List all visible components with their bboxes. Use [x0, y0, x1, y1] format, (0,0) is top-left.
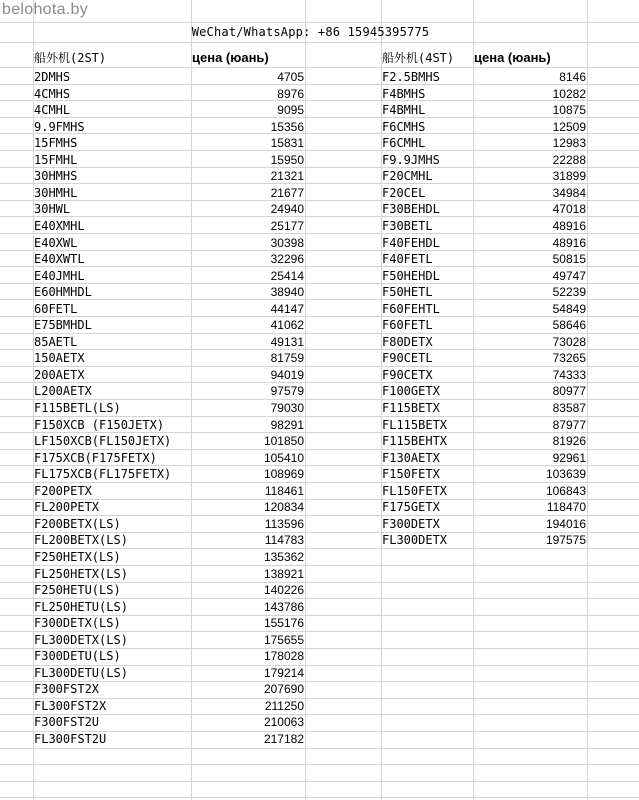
left-price-cell: 211250 [264, 699, 304, 713]
left-model-cell: 30HMHS [34, 169, 78, 183]
right-model-cell: F175GETX [382, 500, 440, 514]
left-price-cell: 15831 [270, 136, 304, 150]
grid-row-line [0, 797, 639, 798]
left-price-cell: 118461 [264, 484, 304, 498]
left-model-cell: FL175XCB(FL175FETX) [34, 467, 172, 481]
right-model-cell: F20CEL [382, 186, 426, 200]
left-price-cell: 143786 [263, 600, 304, 614]
left-price-cell: 113596 [264, 517, 304, 531]
watermark: belohota.by [2, 1, 89, 18]
left-model-cell: F300DETU(LS) [34, 649, 121, 663]
left-price-cell: 49131 [270, 335, 304, 349]
left-model-cell: F250HETU(LS) [34, 583, 121, 597]
left-model-cell: F150XCB (F150JETX) [34, 418, 165, 432]
grid-column-line [305, 0, 306, 800]
right-model-cell: F4BMHL [382, 103, 426, 117]
left-model-cell: F115BETL(LS) [34, 401, 121, 415]
right-model-cell: F6CMHL [382, 136, 426, 150]
left-model-cell: 150AETX [34, 351, 85, 365]
right-price-cell: 80977 [552, 384, 586, 398]
left-price-cell: 207690 [263, 682, 304, 696]
grid-row-line [0, 781, 639, 782]
left-model-cell: FL250HETU(LS) [34, 600, 128, 614]
right-price-cell: 92961 [552, 451, 586, 465]
left-model-cell: L200AETX [34, 384, 92, 398]
left-price-cell: 21321 [270, 169, 304, 183]
right-model-cell: F40FEHDL [382, 236, 440, 250]
right-price-cell: 10282 [552, 87, 586, 101]
right-price-cell: 50815 [552, 252, 586, 266]
left-model-cell: 85AETL [34, 335, 78, 349]
left-price-cell: 101850 [263, 434, 304, 448]
right-price-cell: 58646 [552, 318, 586, 332]
right-price-cell: 22288 [552, 153, 586, 167]
right-price-cell: 52239 [552, 285, 586, 299]
left-model-cell: 200AETX [34, 368, 85, 382]
left-price-cell: 25177 [270, 219, 304, 233]
left-price-cell: 175655 [263, 633, 304, 647]
left-price-cell: 38940 [270, 285, 304, 299]
left-model-cell: E40XMHL [34, 219, 85, 233]
right-model-cell: F50HETL [382, 285, 433, 299]
left-model-cell: 9.9FMHS [34, 120, 85, 134]
grid-row-line [0, 764, 639, 765]
right-model-cell: F90CETL [382, 351, 433, 365]
right-model-cell: FL300DETX [382, 533, 448, 547]
left-price-cell: 4705 [277, 70, 304, 84]
grid-row-line [0, 67, 639, 68]
left-price-cell: 140226 [263, 583, 304, 597]
left-model-cell: FL200BETX(LS) [34, 533, 128, 547]
right-price-cell: 73265 [552, 351, 586, 365]
right-model-cell: F4BMHS [382, 87, 426, 101]
left-model-cell: 2DMHS [34, 70, 71, 84]
right-model-cell: F115BEHTX [382, 434, 448, 448]
right-model-cell: F20CMHL [382, 169, 433, 183]
left-model-cell: F300FST2U [34, 715, 100, 729]
left-price-cell: 24940 [270, 202, 304, 216]
contact-title: WeChat/WhatsApp: +86 15945395775 [191, 25, 430, 39]
left-model-cell: F300DETX(LS) [34, 616, 121, 630]
right-model-cell: F40FETL [382, 252, 433, 266]
right-price-cell: 74333 [552, 368, 586, 382]
right-model-cell: F9.9JMHS [382, 153, 440, 167]
left-model-cell: FL250HETX(LS) [34, 567, 128, 581]
left-model-cell: F250HETX(LS) [34, 550, 121, 564]
right-model-cell: F300DETX [382, 517, 440, 531]
right-header-name: 船外机(4ST) [382, 51, 455, 65]
left-model-cell: F300FST2X [34, 682, 100, 696]
left-model-cell: FL300DETX(LS) [34, 633, 128, 647]
left-model-cell: F200BETX(LS) [34, 517, 121, 531]
left-price-cell: 15356 [270, 120, 304, 134]
right-price-cell: 10875 [552, 103, 586, 117]
right-model-cell: F60FEHTL [382, 302, 440, 316]
left-model-cell: F200PETX [34, 484, 92, 498]
left-model-cell: 30HMHL [34, 186, 78, 200]
left-price-cell: 138921 [263, 567, 304, 581]
right-model-cell: F130AETX [382, 451, 440, 465]
left-price-cell: 32296 [270, 252, 304, 266]
right-model-cell: F50HEHDL [382, 269, 440, 283]
left-price-cell: 179214 [263, 666, 304, 680]
left-model-cell: 30HWL [34, 202, 71, 216]
left-model-cell: 15FMHS [34, 136, 78, 150]
right-model-cell: FL115BETX [382, 418, 448, 432]
right-price-cell: 54849 [552, 302, 586, 316]
right-model-cell: F30BETL [382, 219, 433, 233]
right-model-cell: F30BEHDL [382, 202, 440, 216]
left-model-cell: E60HMHDL [34, 285, 92, 299]
left-model-cell: E75BMHDL [34, 318, 92, 332]
left-price-cell: 155176 [263, 616, 304, 630]
right-price-cell: 87977 [552, 418, 586, 432]
left-price-cell: 79030 [270, 401, 304, 415]
right-price-cell: 48916 [552, 236, 586, 250]
right-price-cell: 81926 [552, 434, 586, 448]
left-price-cell: 41062 [270, 318, 304, 332]
right-price-cell: 197575 [545, 533, 586, 547]
left-price-cell: 94019 [270, 368, 304, 382]
left-price-cell: 98291 [270, 418, 304, 432]
right-model-cell: F150FETX [382, 467, 440, 481]
right-price-cell: 73028 [552, 335, 586, 349]
grid-row-line [0, 748, 639, 749]
right-price-cell: 118470 [546, 500, 586, 514]
left-model-cell: 4CMHS [34, 87, 71, 101]
right-model-cell: F2.5BMHS [382, 70, 440, 84]
left-model-cell: 4CMHL [34, 103, 71, 117]
left-price-cell: 105410 [263, 451, 304, 465]
right-model-cell: FL150FETX [382, 484, 448, 498]
right-model-cell: F80DETX [382, 335, 433, 349]
right-model-cell: F6CMHS [382, 120, 426, 134]
left-price-cell: 114783 [264, 533, 304, 547]
left-price-cell: 30398 [270, 236, 304, 250]
right-price-cell: 12983 [552, 136, 586, 150]
right-price-cell: 34984 [552, 186, 586, 200]
left-price-cell: 8976 [277, 87, 304, 101]
left-price-cell: 81759 [270, 351, 304, 365]
right-price-cell: 31899 [552, 169, 586, 183]
left-price-cell: 178028 [263, 649, 304, 663]
left-price-cell: 217182 [263, 732, 304, 746]
left-header-name: 船外机(2ST) [34, 51, 107, 65]
left-price-cell: 108969 [263, 467, 304, 481]
right-model-cell: F60FETL [382, 318, 433, 332]
left-model-cell: FL300DETU(LS) [34, 666, 128, 680]
left-model-cell: F175XCB(F175FETX) [34, 451, 157, 465]
left-model-cell: LF150XCB(FL150JETX) [34, 434, 172, 448]
grid-row-line [0, 42, 639, 43]
left-price-cell: 44147 [270, 302, 304, 316]
left-price-cell: 15950 [270, 153, 304, 167]
left-model-cell: 60FETL [34, 302, 78, 316]
right-header-price: цена (юань) [474, 50, 551, 65]
left-model-cell: E40XWTL [34, 252, 85, 266]
left-model-cell: E40XWL [34, 236, 78, 250]
right-price-cell: 49747 [552, 269, 586, 283]
right-price-cell: 103639 [545, 467, 586, 481]
right-model-cell: F115BETX [382, 401, 440, 415]
left-price-cell: 25414 [270, 269, 304, 283]
right-price-cell: 12509 [552, 120, 586, 134]
right-price-cell: 48916 [552, 219, 586, 233]
left-model-cell: FL300FST2X [34, 699, 107, 713]
right-price-cell: 106843 [545, 484, 586, 498]
grid-column-line [587, 0, 588, 800]
left-price-cell: 9095 [277, 103, 304, 117]
right-model-cell: F90CETX [382, 368, 433, 382]
right-model-cell: F100GETX [382, 384, 440, 398]
right-price-cell: 194016 [545, 517, 586, 531]
left-price-cell: 210063 [263, 715, 304, 729]
left-model-cell: FL300FST2U [34, 732, 107, 746]
left-model-cell: 15FMHL [34, 153, 78, 167]
left-price-cell: 120834 [263, 500, 304, 514]
left-header-price: цена (юань) [192, 50, 269, 65]
left-model-cell: FL200PETX [34, 500, 100, 514]
left-price-cell: 135362 [263, 550, 304, 564]
left-model-cell: E40JMHL [34, 269, 85, 283]
left-price-cell: 21677 [270, 186, 304, 200]
left-price-cell: 97579 [270, 384, 304, 398]
right-price-cell: 47018 [552, 202, 586, 216]
right-price-cell: 83587 [552, 401, 586, 415]
right-price-cell: 8146 [559, 70, 586, 84]
